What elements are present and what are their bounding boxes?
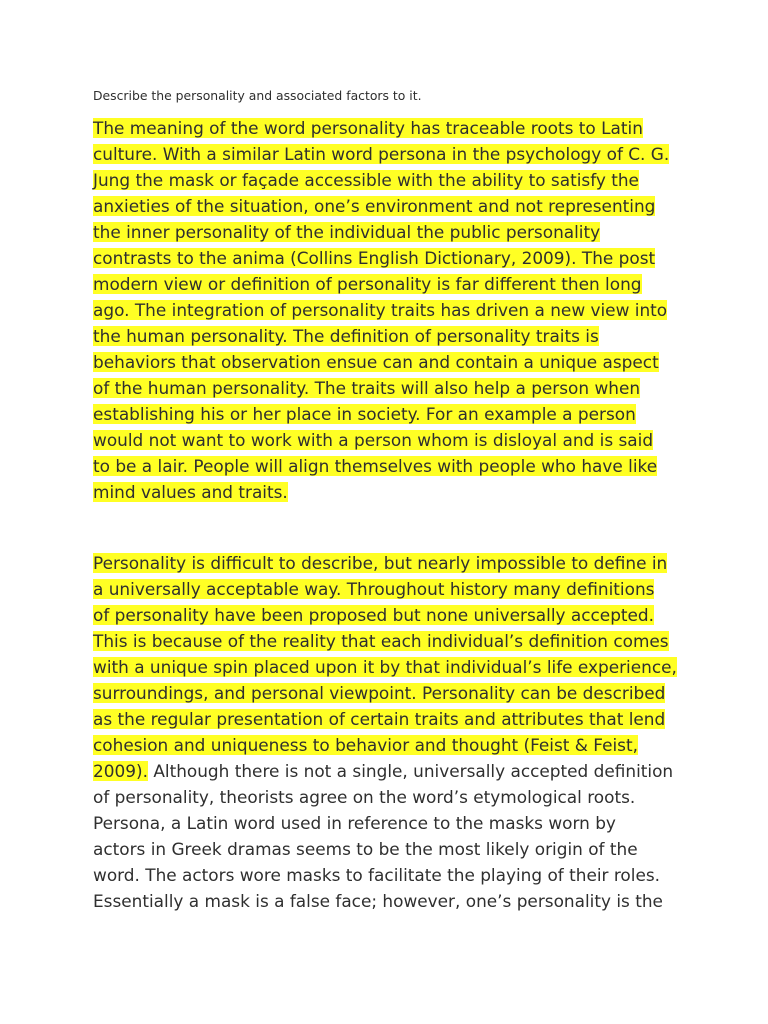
text-line <box>93 680 678 706</box>
text-line <box>93 375 678 401</box>
highlighted-text: Jung the mask or façade accessible with the ability to satisfy the <box>93 170 639 190</box>
plain-text: actors in Greek dramas seems to be the most likely origin of the <box>93 839 638 859</box>
text-line <box>93 323 678 349</box>
plain-text: of personality, theorists agree on the word’s etymological roots. <box>93 787 636 807</box>
highlighted-text: a universally acceptable way. Throughout history many definitions <box>93 579 655 599</box>
text-line <box>93 706 678 732</box>
text-line <box>93 141 678 167</box>
question-heading: Describe the personality and associated factors to it. <box>93 88 422 103</box>
highlighted-text: 2009). <box>93 761 148 781</box>
text-line <box>93 271 678 297</box>
highlighted-text: of personality have been proposed but none universally accepted. <box>93 605 655 625</box>
plain-text: Although there is not a single, universally accepted definition <box>147 761 674 781</box>
highlighted-text: as the regular presentation of certain traits and attributes that lend <box>93 709 666 729</box>
paragraph-2 <box>93 550 678 914</box>
text-line <box>93 219 678 245</box>
text-line <box>93 862 678 888</box>
highlighted-text: establishing his or her place in society. For an example a person <box>93 404 636 424</box>
highlighted-text: cohesion and uniqueness to behavior and thought (Feist & Feist, <box>93 735 638 755</box>
text-line <box>93 167 678 193</box>
highlighted-text: surroundings, and personal viewpoint. Personality can be described <box>93 683 666 703</box>
text-line <box>93 245 678 271</box>
highlighted-text: mind values and traits. <box>93 482 288 502</box>
highlighted-text: of the human personality. The traits will also help a person when <box>93 378 641 398</box>
highlighted-text: anxieties of the situation, one’s environment and not representing <box>93 196 656 216</box>
text-line <box>93 784 678 810</box>
highlighted-text: This is because of the reality that each individual’s definition comes <box>93 631 669 651</box>
text-line <box>93 453 678 479</box>
text-line <box>93 349 678 375</box>
text-line <box>93 193 678 219</box>
highlighted-text: modern view or definition of personality is far different then long <box>93 274 642 294</box>
paragraph-1 <box>93 115 678 505</box>
text-line <box>93 297 678 323</box>
plain-text: Persona, a Latin word used in reference to the masks worn by <box>93 813 616 833</box>
text-line <box>93 628 678 654</box>
text-line <box>93 427 678 453</box>
highlighted-text: would not want to work with a person whom is disloyal and is said <box>93 430 654 450</box>
text-line <box>93 888 678 914</box>
highlighted-text: Personality is difficult to describe, but nearly impossible to define in <box>93 553 668 573</box>
highlighted-text: the human personality. The definition of personality traits is <box>93 326 599 346</box>
highlighted-text: behaviors that observation ensue can and contain a unique aspect <box>93 352 659 372</box>
highlighted-text: contrasts to the anima (Collins English Dictionary, 2009). The post <box>93 248 656 268</box>
text-line <box>93 115 678 141</box>
text-line <box>93 732 678 758</box>
text-line <box>93 836 678 862</box>
highlighted-text: culture. With a similar Latin word persona in the psychology of C. G. <box>93 144 670 164</box>
highlighted-text: The meaning of the word personality has traceable roots to Latin <box>93 118 643 138</box>
highlighted-text: ago. The integration of personality traits has driven a new view into <box>93 300 668 320</box>
plain-text: Essentially a mask is a false face; however, one’s personality is the <box>93 891 663 911</box>
text-line <box>93 401 678 427</box>
text-line <box>93 758 678 784</box>
text-line <box>93 550 678 576</box>
highlighted-text: to be a lair. People will align themselves with people who have like <box>93 456 658 476</box>
highlighted-text: the inner personality of the individual the public personality <box>93 222 601 242</box>
text-line <box>93 576 678 602</box>
text-line <box>93 810 678 836</box>
text-line <box>93 602 678 628</box>
text-line <box>93 479 678 505</box>
plain-text: word. The actors wore masks to facilitate the playing of their roles. <box>93 865 660 885</box>
highlighted-text: with a unique spin placed upon it by that individual’s life experience, <box>93 657 677 677</box>
text-line <box>93 654 678 680</box>
